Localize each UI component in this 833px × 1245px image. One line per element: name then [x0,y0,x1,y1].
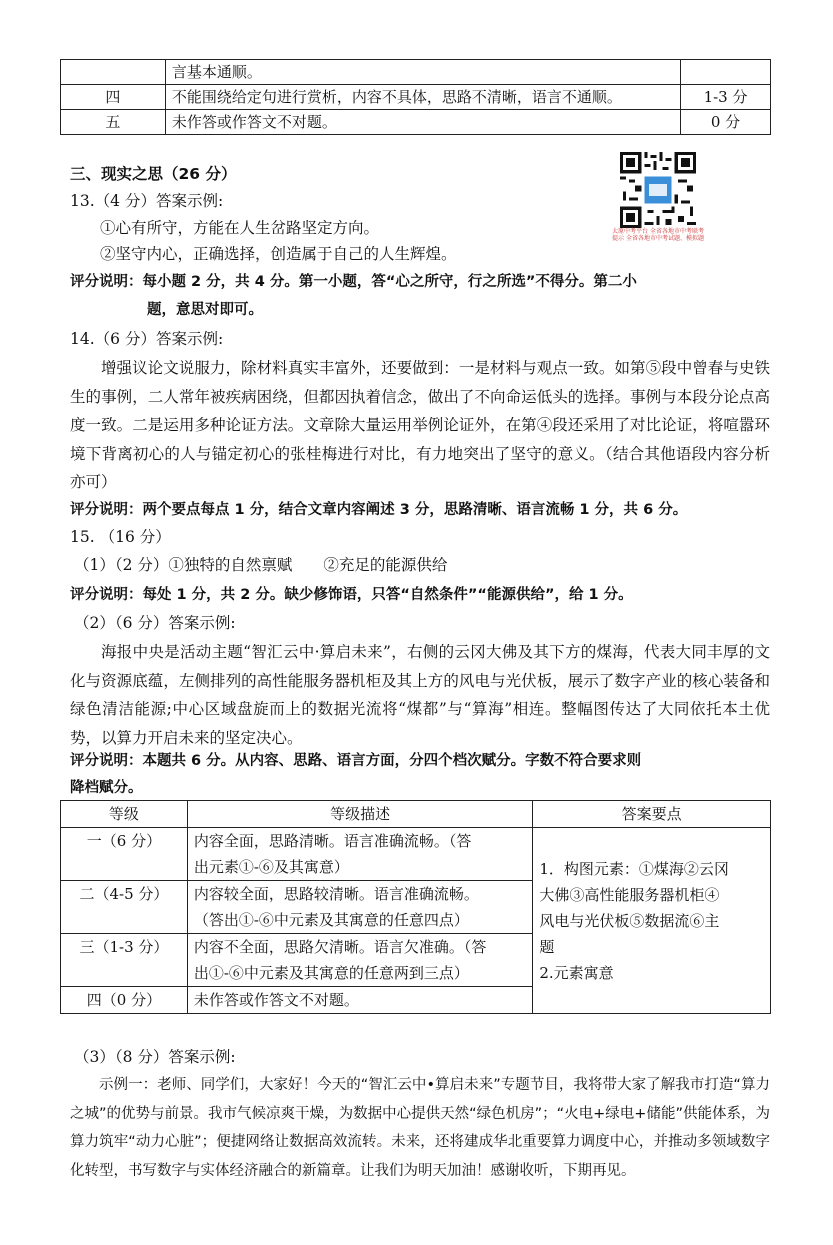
q15-3-head: （3）（8 分）答案示例: [74,1048,236,1066]
q15-3-answer [70,1071,770,1185]
qr-code-icon [620,152,696,228]
desc-line: 内容不全面，思路欠清晰。语言欠准确。（答 [193,938,487,956]
q13-answer-1: ①心有所守，方能在人生岔路坚定方向。 [100,219,380,237]
table-row [61,828,771,881]
score-cell: 0 分 [681,110,771,135]
points-line: 风电与光伏板⑤数据流⑥主 [539,911,720,930]
q14-answer-text: 增强议论文说服力，除材料真实丰富外，还要做到：一是材料与观点一致。如第⑤段中曾春与史铁生的事例，二人常年被疾病困绕，但都因执着信念，做出了不向命运低头的选择。事例与本段分论点高度一致。二是运用多种论证方法。文章除大量运用举例论证外，在第④段还采用了对比论证，将喧嚣环境下背离初心的人与锚定初心的张桂梅进行对比，有力地突出了坚守的意义。（结合其他语段内容分析亦可） [70,359,770,492]
points-line: 2.元素寓意 [539,963,614,982]
desc-cell: 不能围绕给定句进行赏析，内容不具体，思路不清晰，语言不通顺。 [165,85,680,110]
desc-line: 出①-⑥中元素及其寓意的任意两到三点） [193,964,469,982]
desc-line: 出元素①-⑥及其寓意） [193,858,349,876]
desc-cell [187,934,532,987]
level-cell: 一（6 分） [61,828,188,881]
q15-2-note: 评分说明：本题共 6 分。从内容、思路、语言方面，分四个档次赋分。字数不符合要求则 [70,753,642,769]
header-points: 答案要点 [533,801,771,828]
scoring-table-top [60,59,771,135]
q15-1-note: 评分说明：每处 1 分，共 2 分。缺少修饰语，只答“自然条件”“能源供给”，给 1 分。 [70,587,633,603]
desc-cell [187,881,532,934]
desc-cell [187,828,532,881]
points-line: 题 [539,937,555,956]
grading-table [60,800,771,1014]
score-cell [681,60,771,85]
desc-cell: 未作答或作答文不对题。 [165,110,680,135]
table-row [61,60,771,85]
table-row [61,85,771,110]
q13-head: 13.（4 分）答案示例: [70,192,224,210]
q13-answer-2: ②坚守内心，正确选择，创造属于自己的人生辉煌。 [100,245,457,263]
table-row [61,110,771,135]
points-cell [533,828,771,1014]
points-line: 1．构图元素：①煤海②云冈 [539,859,729,878]
level-cell: 三（1-3 分） [61,934,188,987]
header-level: 等级 [61,801,188,828]
q15-3-answer-text: 示例一：老师、同学们，大家好！今天的“智汇云中•算启未来”专题节目，我将带大家了解我市打造“算力之城”的优势与前景。我市气候凉爽干燥，为数据中心提供天然“绿色机房”；“火电+绿电+储能”供能体系，为算力筑牢“动力心脏”；便捷网络让数据高效流转。未来，还将建成华北重要算力调度中心，并推动多领域数字化转型，书写数字与实体经济融合的新篇章。让我们为明天加油！感谢收听，下期再见。 [70,1077,770,1179]
level-cell: 二（4-5 分） [61,881,188,934]
q15-head: 15. （16 分） [70,528,171,546]
q13-note-cont: 题，意思对即可。 [147,302,263,318]
q14-head: 14.（6 分）答案示例: [70,330,224,348]
desc-line: 内容全面，思路清晰。语言准确流畅。（答 [193,832,472,850]
desc-cell: 言基本通顺。 [165,60,680,85]
q14-answer [70,354,770,497]
qr-caption: 太原中考平台 全省各地市中考联考提示 全省各地市中考试题、模拟题 [612,228,704,242]
q14-note: 评分说明：两个要点每点 1 分，结合文章内容阐述 3 分，思路清晰、语言流畅 1 分，共 6 分。 [70,502,688,518]
level-cell [61,60,166,85]
q15-1-answer: （1）（2 分）①独特的自然禀赋 ②充足的能源供给 [74,556,448,574]
desc-cell: 未作答或作答文不对题。 [187,987,532,1014]
level-cell: 四 [61,85,166,110]
desc-line: （答出①-⑥中元素及其寓意的任意四点） [193,911,469,929]
q15-2-head: （2）（6 分）答案示例: [74,614,236,632]
q15-2-note-cont: 降档赋分。 [70,780,143,796]
q13-note: 评分说明：每小题 2 分，共 4 分。第一小题，答“心之所守，行之所选”不得分。第二小 [70,274,637,290]
score-cell: 1-3 分 [681,85,771,110]
desc-line: 内容较全面，思路较清晰。语言准确流畅。 [193,885,479,903]
q15-2-answer-text: 海报中央是活动主题“智汇云中·算启未来”，右侧的云冈大佛及其下方的煤海，代表大同丰厚的文化与资源底蕴，左侧排列的高性能服务器机柜及其上方的风电与光伏板，展示了数字产业的核心装备和绿色清洁能源;中心区域盘旋而上的数据光流将“煤都”与“算海”相连。整幅图传达了大同依托本土优势，以算力开启未来的坚定决心。 [70,643,770,747]
table-header-row [61,801,771,828]
level-cell: 四（0 分） [61,987,188,1014]
q15-2-answer [70,638,770,752]
level-cell: 五 [61,110,166,135]
header-desc: 等级描述 [187,801,532,828]
section-title: 三、现实之思（26 分） [70,165,237,183]
points-line: 大佛③高性能服务器机柜④ [539,885,720,904]
